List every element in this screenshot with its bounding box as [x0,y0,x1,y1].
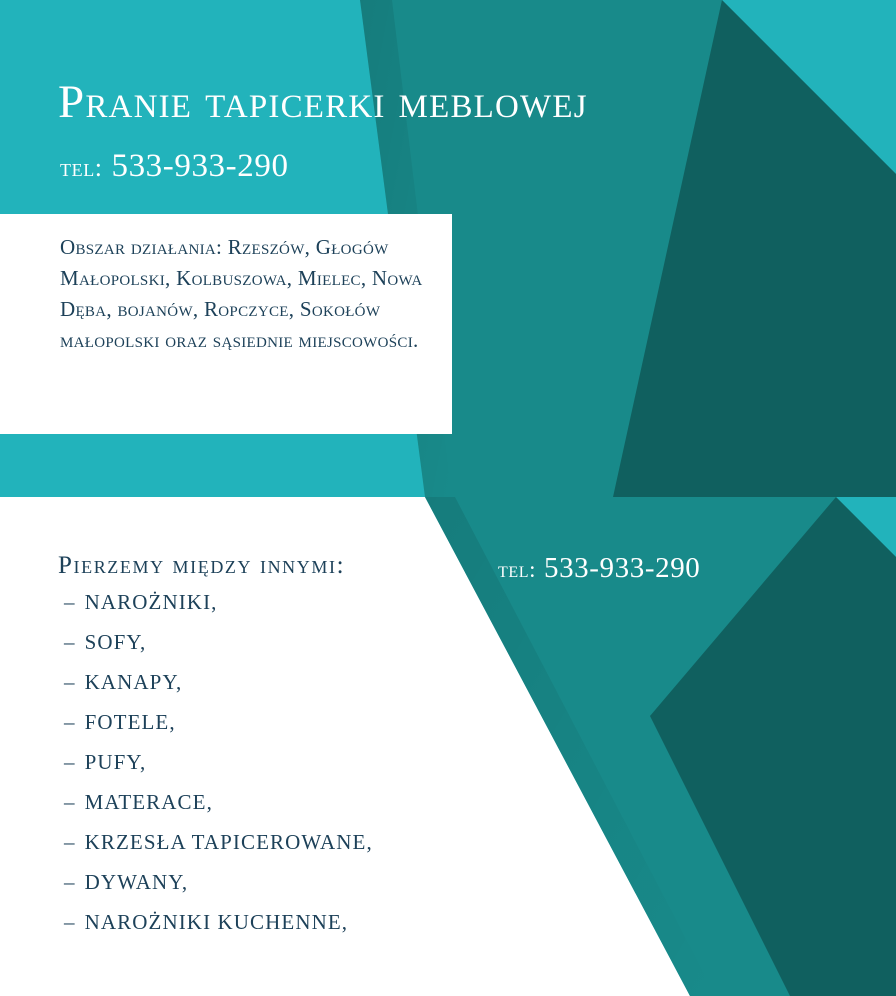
service-item-label: DYWANY, [84,870,189,894]
footer-phone-label: tel: [498,557,537,582]
services-heading: Pierzemy między innymi: [58,552,346,579]
service-item [58,832,458,853]
service-item [58,672,458,693]
service-item [58,632,458,653]
header-phone[interactable] [60,148,289,185]
service-item-label: NAROŻNIKI KUCHENNE, [84,910,349,934]
service-item-label: PUFY, [84,750,147,774]
list-dash-icon: – [64,590,76,614]
page-title: Pranie tapicerki meblowej [58,76,588,128]
service-item [58,592,458,613]
service-item-label: NAROŻNIKI, [84,590,218,614]
service-area-box [0,214,452,434]
service-item [58,912,458,933]
list-dash-icon: – [64,630,76,654]
footer-phone-number: 533-933-290 [543,552,701,584]
service-item-label: KANAPY, [84,670,183,694]
list-dash-icon: – [64,790,76,814]
footer-phone[interactable] [498,552,700,585]
list-dash-icon: – [64,910,76,934]
service-item-label: FOTELE, [84,710,176,734]
header-phone-label: tel: [60,153,103,182]
list-dash-icon: – [64,830,76,854]
service-item-label: KRZESŁA TAPICEROWANE, [84,830,373,854]
service-item [58,752,458,773]
header-phone-number: 533-933-290 [111,148,289,184]
list-dash-icon: – [64,710,76,734]
list-dash-icon: – [64,750,76,774]
list-dash-icon: – [64,670,76,694]
service-item-label: SOFY, [84,630,147,654]
service-item-label: MATERACE, [84,790,213,814]
service-item [58,712,458,733]
services-section [58,552,458,952]
service-area-text: Obszar działania: Rzeszów, Głogów Małopolski, Kolbuszowa, Mielec, Nowa Dęba, bojanów, Ropczyce, Sokołów małopolski oraz sąsiednie miejscowości. [60,235,423,352]
service-item [58,792,458,813]
list-dash-icon: – [64,870,76,894]
service-item [58,872,458,893]
services-list [58,592,458,933]
